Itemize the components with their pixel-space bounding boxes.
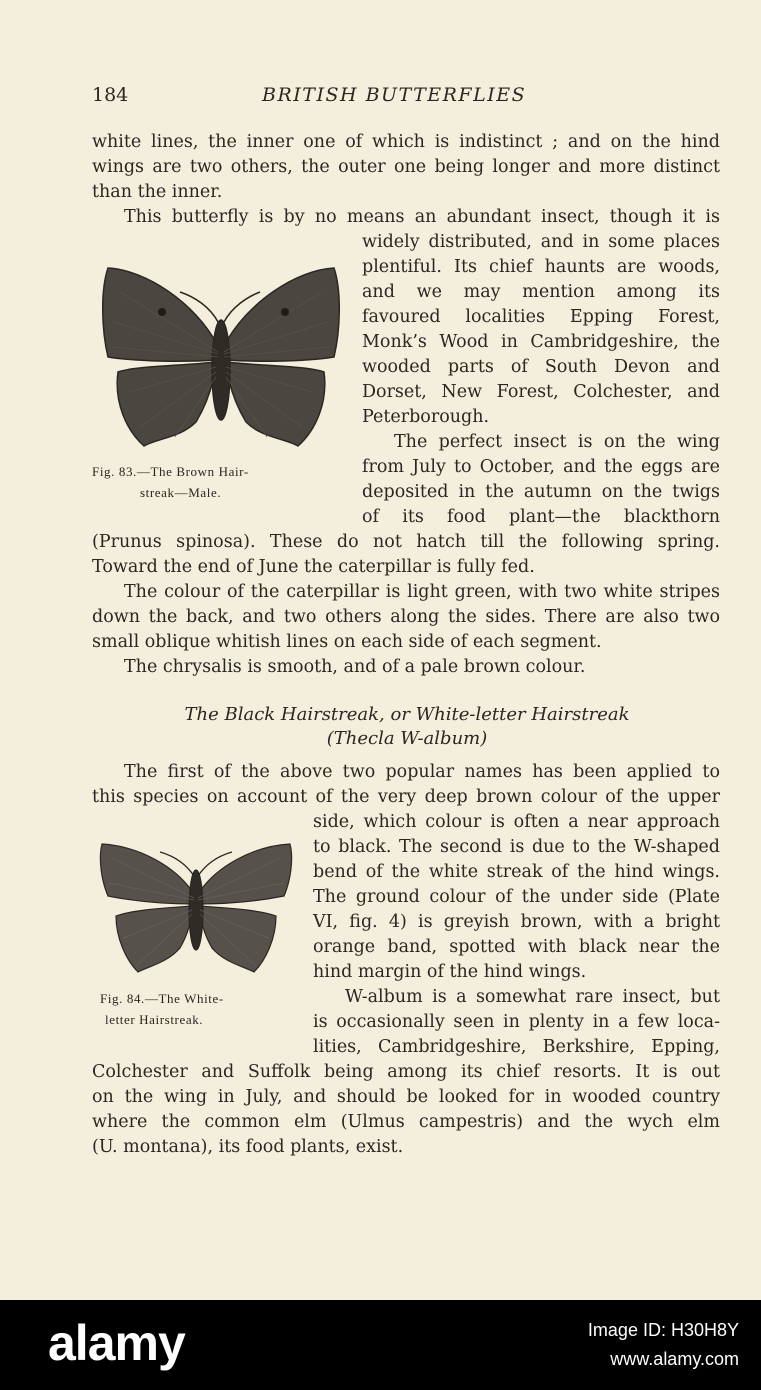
text-line: orange band, spotted with black near the — [313, 937, 720, 957]
text-line: side, which colour is often a near approach — [313, 812, 720, 832]
butterfly-illustration — [100, 262, 342, 462]
text-line: down the back, and two others along the sides. There are also two — [92, 607, 720, 627]
figure-label: Fig. 84.—The White- — [100, 991, 224, 1006]
text-line: hind margin of the hind wings. — [313, 962, 587, 982]
site-url: www.alamy.com — [610, 1349, 739, 1369]
image-id: Image ID: H30H8Y — [587, 1320, 739, 1340]
text-line: Dorset, New Forest, Colchester, and — [362, 382, 720, 402]
figure-label: streak—Male. — [140, 485, 222, 500]
running-title: BRITISH BUTTERFLIES — [262, 84, 527, 106]
text-line: The colour of the caterpillar is light green, with two white stripes — [124, 582, 720, 602]
figure-caption — [105, 1010, 203, 1029]
text-line: W-album is a somewhat rare insect, but — [345, 987, 720, 1007]
text-line: wooded parts of South Devon and — [362, 357, 720, 377]
figure-caption — [92, 462, 249, 481]
text-line: wings are two others, the outer one being longer and more distinct — [92, 157, 720, 177]
text-line: deposited in the autumn on the twigs — [362, 482, 720, 502]
text-line: and we may mention among its — [362, 282, 720, 302]
figure-label: letter Hairstreak. — [105, 1012, 204, 1027]
text-line: Colchester and Suffolk being among its chief resorts. It is out — [92, 1062, 720, 1082]
text-line: (U. montana), its food plants, exist. — [92, 1137, 404, 1157]
text-line: than the inner. — [92, 182, 223, 202]
text-line: The first of the above two popular names has been applied to — [124, 762, 720, 782]
figure-caption — [100, 989, 224, 1008]
text-line: is occasionally seen in plenty in a few loca- — [313, 1012, 720, 1032]
text-line: (Prunus spinosa). These do not hatch till the following spring. — [92, 532, 720, 552]
text-line: of its food plant—the blackthorn — [362, 507, 720, 527]
text-line: The ground colour of the under side (Plate — [313, 887, 720, 907]
text-line: this species on account of the very deep brown colour of the upper — [92, 787, 720, 807]
text-line: Toward the end of June the caterpillar is fully fed. — [92, 557, 535, 577]
text-line: where the common elm (Ulmus campestris) and the wych elm — [92, 1112, 720, 1132]
text-line: white lines, the inner one of which is indistinct ; and on the hind — [92, 132, 720, 152]
text-line: on the wing in July, and should be looked for in wooded country — [92, 1087, 720, 1107]
text-line: VI, fig. 4) is greyish brown, with a bright — [313, 912, 720, 932]
text-line: This butterfly is by no means an abundant insect, though it is — [124, 207, 720, 227]
brand-logo: alamy — [48, 1315, 185, 1371]
text-line: Monk’s Wood in Cambridgeshire, the — [362, 332, 720, 352]
text-line: The perfect insect is on the wing — [394, 432, 720, 452]
text-line: bend of the white streak of the hind wings. — [313, 862, 720, 882]
section-subheading: (Thecla W-album) — [326, 728, 488, 749]
text-line: plentiful. Its chief haunts are woods, — [362, 257, 720, 277]
text-line: lities, Cambridgeshire, Berkshire, Epping, — [313, 1037, 720, 1057]
section-heading: The Black Hairstreak, or White-letter Hairstreak — [184, 704, 630, 725]
text-line: to black. The second is due to the W-shaped — [313, 837, 720, 857]
figure-caption — [140, 483, 221, 502]
text-line: Peterborough. — [362, 407, 490, 427]
running-header — [92, 84, 722, 112]
butterfly-illustration — [98, 838, 294, 978]
figure-label: Fig. 83.—The Brown Hair- — [92, 464, 249, 479]
text-line: from July to October, and the eggs are — [362, 457, 720, 477]
page-number: 184 — [92, 84, 129, 106]
text-line: The chrysalis is smooth, and of a pale brown colour. — [124, 657, 586, 677]
stock-footer-bar — [0, 1300, 761, 1390]
text-line: small oblique whitish lines on each side of each segment. — [92, 632, 602, 652]
text-line: favoured localities Epping Forest, — [362, 307, 720, 327]
text-line: widely distributed, and in some places — [362, 232, 720, 252]
